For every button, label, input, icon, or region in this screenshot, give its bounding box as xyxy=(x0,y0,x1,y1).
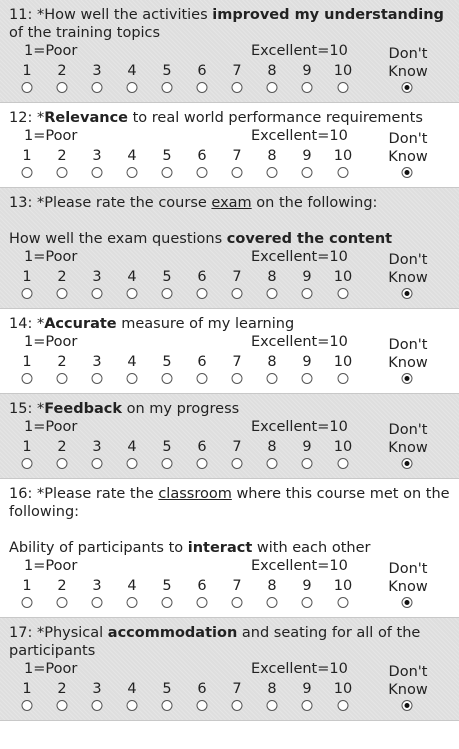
scale-number: 8 xyxy=(267,354,277,370)
dont-know-radio[interactable] xyxy=(402,373,413,384)
excellent-label: Excellent=10 xyxy=(251,128,348,144)
poor-label: 1=Poor xyxy=(24,419,78,435)
dont-know-line2: Know xyxy=(388,682,428,698)
dont-know-radio[interactable] xyxy=(402,597,413,608)
rating-radio-5[interactable] xyxy=(162,82,173,93)
scale-number: 2 xyxy=(57,148,67,164)
rating-radio-10[interactable] xyxy=(338,373,349,384)
rating-radio-9[interactable] xyxy=(302,700,313,711)
rating-radio-5[interactable] xyxy=(162,288,173,299)
rating-radio-8[interactable] xyxy=(267,458,278,469)
scale-number: 6 xyxy=(197,63,207,79)
excellent-label: Excellent=10 xyxy=(251,43,348,59)
scale-number: 3 xyxy=(92,578,102,594)
rating-radio-4[interactable] xyxy=(127,458,138,469)
scale-number: 8 xyxy=(267,63,277,79)
scale-numbers xyxy=(9,268,450,286)
scale-number: 8 xyxy=(267,578,277,594)
scale-numbers xyxy=(9,62,450,80)
rating-radio-6[interactable] xyxy=(197,458,208,469)
scale-number: 7 xyxy=(232,354,242,370)
scale-header xyxy=(9,660,450,698)
rating-radio-4[interactable] xyxy=(127,288,138,299)
question-text-segment: How well the exam questions xyxy=(9,231,227,247)
rating-radio-8[interactable] xyxy=(267,700,278,711)
rating-radio-group xyxy=(9,81,450,97)
rating-radio-1[interactable] xyxy=(22,458,33,469)
rating-radio-1[interactable] xyxy=(22,597,33,608)
question-text-segment: where this course met on the following: xyxy=(9,486,450,520)
scale-header xyxy=(9,333,450,371)
question-text-segment: exam xyxy=(211,195,252,211)
sub-question-text xyxy=(9,230,450,248)
rating-radio-3[interactable] xyxy=(92,167,103,178)
scale-number: 6 xyxy=(197,439,207,455)
scale-number: 7 xyxy=(232,269,242,285)
rating-radio-2[interactable] xyxy=(57,82,68,93)
scale-header xyxy=(9,42,450,80)
scale-number: 9 xyxy=(302,354,312,370)
scale-number: 3 xyxy=(92,439,102,455)
rating-radio-4[interactable] xyxy=(127,700,138,711)
rating-radio-6[interactable] xyxy=(197,700,208,711)
question-text xyxy=(9,485,450,521)
rating-radio-group xyxy=(9,166,450,182)
rating-radio-2[interactable] xyxy=(57,700,68,711)
scale-number: 6 xyxy=(197,578,207,594)
scale-number: 8 xyxy=(267,269,277,285)
scale-number: 1 xyxy=(22,578,32,594)
scale-number: 5 xyxy=(162,63,172,79)
scale-number: 7 xyxy=(232,148,242,164)
scale-number: 3 xyxy=(92,269,102,285)
rating-radio-7[interactable] xyxy=(232,458,243,469)
rating-radio-6[interactable] xyxy=(197,82,208,93)
dont-know-radio[interactable] xyxy=(402,82,413,93)
scale-number: 10 xyxy=(333,354,353,370)
rating-radio-10[interactable] xyxy=(338,82,349,93)
scale-number: 3 xyxy=(92,148,102,164)
scale-number: 8 xyxy=(267,148,277,164)
scale-number: 1 xyxy=(22,354,32,370)
question-text-segment: accommodation xyxy=(107,625,238,641)
dont-know-line2: Know xyxy=(388,270,428,286)
scale-header xyxy=(9,248,450,286)
scale-number: 4 xyxy=(127,354,137,370)
rating-radio-9[interactable] xyxy=(302,597,313,608)
excellent-label: Excellent=10 xyxy=(251,661,348,677)
excellent-label: Excellent=10 xyxy=(251,249,348,265)
rating-radio-9[interactable] xyxy=(302,167,313,178)
scale-number: 10 xyxy=(333,269,353,285)
poor-label: 1=Poor xyxy=(24,128,78,144)
rating-radio-7[interactable] xyxy=(232,597,243,608)
scale-number: 5 xyxy=(162,148,172,164)
scale-number: 4 xyxy=(127,578,137,594)
question-text-segment: improved my understanding xyxy=(212,7,444,23)
rating-radio-9[interactable] xyxy=(302,373,313,384)
scale-number: 2 xyxy=(57,354,67,370)
question-text-segment: 11: *How well the activities xyxy=(9,7,213,23)
question-16 xyxy=(0,479,459,618)
dont-know-line1: Don't xyxy=(388,46,428,62)
rating-radio-1[interactable] xyxy=(22,82,33,93)
question-text-segment: and seating for all of the participants xyxy=(9,625,421,659)
scale-number: 6 xyxy=(197,681,207,697)
question-text-segment: 13: *Please rate the course xyxy=(9,195,212,211)
scale-number: 3 xyxy=(92,681,102,697)
question-17 xyxy=(0,618,459,721)
scale-number: 7 xyxy=(232,578,242,594)
scale-number: 2 xyxy=(57,578,67,594)
rating-radio-3[interactable] xyxy=(92,597,103,608)
rating-radio-1[interactable] xyxy=(22,167,33,178)
rating-radio-2[interactable] xyxy=(57,288,68,299)
rating-radio-group xyxy=(9,596,450,612)
rating-radio-4[interactable] xyxy=(127,167,138,178)
rating-radio-9[interactable] xyxy=(302,82,313,93)
question-text xyxy=(9,400,450,418)
scale-number: 10 xyxy=(333,63,353,79)
scale-number: 9 xyxy=(302,681,312,697)
scale-number: 8 xyxy=(267,681,277,697)
question-text xyxy=(9,315,450,333)
scale-number: 5 xyxy=(162,681,172,697)
excellent-label: Excellent=10 xyxy=(251,419,348,435)
rating-radio-6[interactable] xyxy=(197,167,208,178)
scale-numbers xyxy=(9,577,450,595)
scale-number: 7 xyxy=(232,681,242,697)
scale-number: 9 xyxy=(302,578,312,594)
scale-number: 2 xyxy=(57,269,67,285)
scale-number: 1 xyxy=(22,681,32,697)
dont-know-line2: Know xyxy=(388,579,428,595)
scale-numbers xyxy=(9,353,450,371)
rating-radio-3[interactable] xyxy=(92,700,103,711)
scale-number: 10 xyxy=(333,578,353,594)
question-text-segment: measure of my learning xyxy=(116,316,295,332)
rating-radio-10[interactable] xyxy=(338,700,349,711)
scale-number: 5 xyxy=(162,269,172,285)
scale-number: 6 xyxy=(197,354,207,370)
scale-number: 5 xyxy=(162,439,172,455)
rating-radio-5[interactable] xyxy=(162,458,173,469)
rating-radio-7[interactable] xyxy=(232,82,243,93)
poor-label: 1=Poor xyxy=(24,43,78,59)
rating-radio-7[interactable] xyxy=(232,373,243,384)
scale-number: 4 xyxy=(127,148,137,164)
dont-know-line1: Don't xyxy=(388,131,428,147)
question-11 xyxy=(0,0,459,103)
question-text-segment: Accurate xyxy=(44,316,117,332)
rating-radio-4[interactable] xyxy=(127,82,138,93)
rating-radio-8[interactable] xyxy=(267,288,278,299)
dont-know-line1: Don't xyxy=(388,422,428,438)
scale-number: 9 xyxy=(302,439,312,455)
dont-know-line2: Know xyxy=(388,440,428,456)
question-text-segment: on the following: xyxy=(251,195,378,211)
scale-numbers xyxy=(9,438,450,456)
scale-number: 7 xyxy=(232,63,242,79)
scale-header xyxy=(9,127,450,165)
question-text-segment: 15: * xyxy=(9,401,45,417)
rating-radio-7[interactable] xyxy=(232,700,243,711)
scale-number: 2 xyxy=(57,63,67,79)
question-text-segment: of the training topics xyxy=(9,25,161,41)
rating-radio-9[interactable] xyxy=(302,458,313,469)
rating-radio-7[interactable] xyxy=(232,288,243,299)
dont-know-line2: Know xyxy=(388,64,428,80)
dont-know-radio[interactable] xyxy=(402,458,413,469)
rating-radio-10[interactable] xyxy=(338,458,349,469)
rating-radio-2[interactable] xyxy=(57,373,68,384)
rating-radio-8[interactable] xyxy=(267,373,278,384)
scale-number: 1 xyxy=(22,148,32,164)
dont-know-radio[interactable] xyxy=(402,700,413,711)
question-text xyxy=(9,624,450,660)
rating-radio-group xyxy=(9,287,450,303)
rating-radio-6[interactable] xyxy=(197,288,208,299)
scale-number: 9 xyxy=(302,269,312,285)
rating-radio-2[interactable] xyxy=(57,458,68,469)
poor-label: 1=Poor xyxy=(24,558,78,574)
scale-number: 9 xyxy=(302,63,312,79)
question-14 xyxy=(0,309,459,394)
question-text-segment: Feedback xyxy=(44,401,122,417)
rating-radio-5[interactable] xyxy=(162,373,173,384)
scale-number: 6 xyxy=(197,269,207,285)
scale-number: 2 xyxy=(57,439,67,455)
rating-radio-3[interactable] xyxy=(92,373,103,384)
dont-know-line2: Know xyxy=(388,355,428,371)
rating-radio-1[interactable] xyxy=(22,700,33,711)
rating-radio-2[interactable] xyxy=(57,167,68,178)
scale-number: 5 xyxy=(162,354,172,370)
scale-number: 6 xyxy=(197,148,207,164)
dont-know-radio[interactable] xyxy=(402,167,413,178)
excellent-label: Excellent=10 xyxy=(251,334,348,350)
rating-radio-group xyxy=(9,372,450,388)
rating-radio-8[interactable] xyxy=(267,167,278,178)
question-12 xyxy=(0,103,459,188)
rating-radio-4[interactable] xyxy=(127,373,138,384)
scale-number: 2 xyxy=(57,681,67,697)
question-text xyxy=(9,6,450,42)
excellent-label: Excellent=10 xyxy=(251,558,348,574)
dont-know-line1: Don't xyxy=(388,561,428,577)
scale-header xyxy=(9,418,450,456)
question-text-segment: 17: *Physical xyxy=(9,625,108,641)
scale-number: 3 xyxy=(92,63,102,79)
scale-number: 4 xyxy=(127,269,137,285)
scale-numbers xyxy=(9,680,450,698)
question-text-segment: Ability of participants to xyxy=(9,540,188,556)
scale-number: 1 xyxy=(22,439,32,455)
question-text-segment: 16: *Please rate the xyxy=(9,486,159,502)
rating-radio-4[interactable] xyxy=(127,597,138,608)
dont-know-line1: Don't xyxy=(388,252,428,268)
scale-number: 4 xyxy=(127,63,137,79)
rating-radio-1[interactable] xyxy=(22,373,33,384)
scale-number: 10 xyxy=(333,681,353,697)
scale-number: 7 xyxy=(232,439,242,455)
rating-radio-6[interactable] xyxy=(197,373,208,384)
scale-number: 9 xyxy=(302,148,312,164)
scale-header xyxy=(9,557,450,595)
question-text-segment: on my progress xyxy=(121,401,240,417)
scale-number: 4 xyxy=(127,439,137,455)
question-15 xyxy=(0,394,459,479)
question-13 xyxy=(0,188,459,309)
rating-radio-2[interactable] xyxy=(57,597,68,608)
rating-radio-10[interactable] xyxy=(338,288,349,299)
rating-radio-7[interactable] xyxy=(232,167,243,178)
rating-radio-5[interactable] xyxy=(162,167,173,178)
scale-number: 5 xyxy=(162,578,172,594)
question-text-segment: 12: * xyxy=(9,110,45,126)
question-text-segment: covered the content xyxy=(226,231,393,247)
rating-radio-1[interactable] xyxy=(22,288,33,299)
sub-question-text xyxy=(9,539,450,557)
question-text-segment: interact xyxy=(187,540,253,556)
scale-numbers xyxy=(9,147,450,165)
scale-number: 1 xyxy=(22,63,32,79)
question-text-segment: to real world performance requirements xyxy=(128,110,423,126)
scale-number: 10 xyxy=(333,148,353,164)
question-text-segment: Relevance xyxy=(44,110,128,126)
dont-know-radio[interactable] xyxy=(402,288,413,299)
question-text xyxy=(9,109,450,127)
rating-radio-3[interactable] xyxy=(92,288,103,299)
question-text xyxy=(9,194,450,212)
dont-know-line1: Don't xyxy=(388,664,428,680)
question-text-segment: classroom xyxy=(158,486,232,502)
poor-label: 1=Poor xyxy=(24,661,78,677)
scale-number: 1 xyxy=(22,269,32,285)
dont-know-line1: Don't xyxy=(388,337,428,353)
rating-radio-10[interactable] xyxy=(338,167,349,178)
question-text-segment: with each other xyxy=(252,540,371,556)
rating-radio-6[interactable] xyxy=(197,597,208,608)
scale-number: 4 xyxy=(127,681,137,697)
rating-radio-9[interactable] xyxy=(302,288,313,299)
rating-radio-8[interactable] xyxy=(267,597,278,608)
question-text-segment: 14: * xyxy=(9,316,45,332)
rating-radio-group xyxy=(9,699,450,715)
scale-number: 3 xyxy=(92,354,102,370)
rating-radio-3[interactable] xyxy=(92,82,103,93)
rating-radio-3[interactable] xyxy=(92,458,103,469)
scale-number: 10 xyxy=(333,439,353,455)
rating-radio-5[interactable] xyxy=(162,597,173,608)
rating-radio-8[interactable] xyxy=(267,82,278,93)
rating-radio-group xyxy=(9,457,450,473)
poor-label: 1=Poor xyxy=(24,249,78,265)
dont-know-line2: Know xyxy=(388,149,428,165)
rating-radio-10[interactable] xyxy=(338,597,349,608)
rating-radio-5[interactable] xyxy=(162,700,173,711)
scale-number: 8 xyxy=(267,439,277,455)
poor-label: 1=Poor xyxy=(24,334,78,350)
